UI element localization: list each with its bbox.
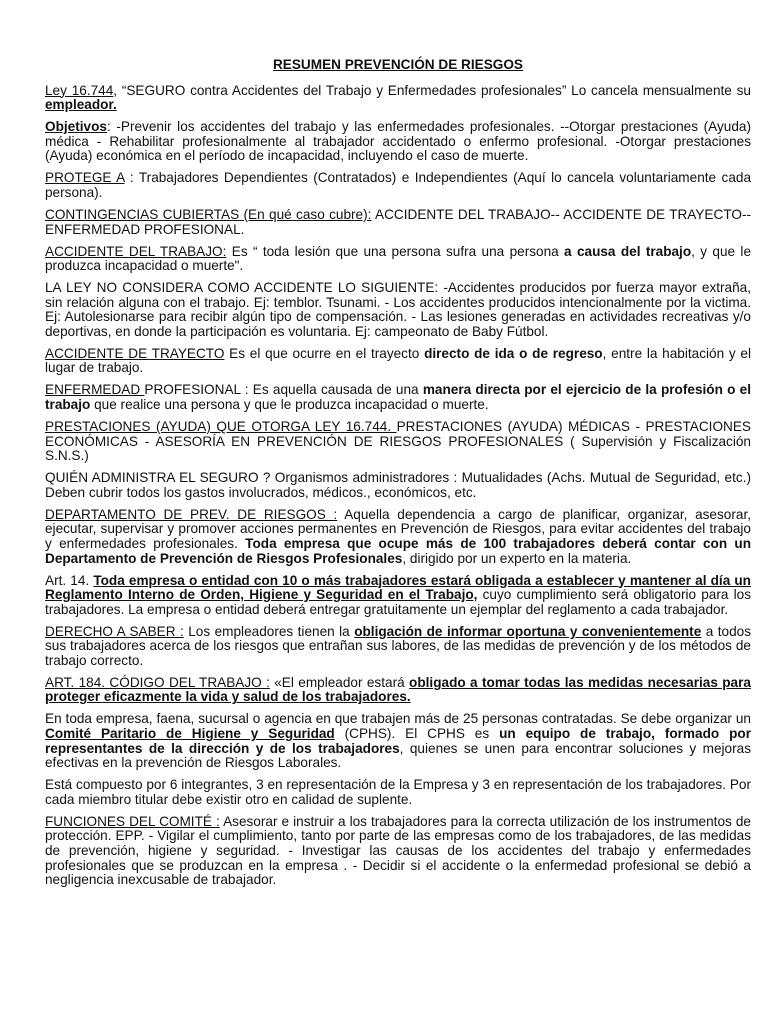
section-heading: PRESTACIONES (AYUDA) QUE OTORGA LEY 16.744. <box>45 419 397 434</box>
paragraph-law <box>45 84 751 113</box>
bold-text: manera directa por el ejercicio de la profesión o el trabajo <box>45 382 751 413</box>
section-heading: Objetivos <box>45 119 107 135</box>
text: (CPHS). El CPHS es <box>334 726 500 742</box>
paragraph-benefits <box>45 420 751 464</box>
paragraph-commute-accident <box>45 347 751 376</box>
paragraph-article-184 <box>45 676 751 705</box>
section-heading: ART. 184. CÓDIGO DEL TRABAJO : <box>45 674 270 690</box>
bold-underlined-text: Toda empresa o entidad con 10 o más trabajadores estará obligada a establecer y mantener al día un Reglamento Interno de Orden, Higiene y Seguridad en el Trabajo, <box>45 572 751 603</box>
text: PRESTACIONES (AYUDA) MÉDICAS - PRESTACIONES ECONÓMICAS - ASESORÍA EN PREVENCIÓN DE RIESGOS PROFESIONALES ( Supervisión y Fiscalización S.N.S.) <box>45 419 751 464</box>
text: , quienes se unen para encontrar soluciones y mejoras efectivas en la prevención de Riesgos Laborales. <box>45 740 751 771</box>
text: : -Prevenir los accidentes del trabajo y las enfermedades profesionales. --Otorgar prestaciones (Ayuda) médica - Rehabilitar profesionalmente al trabajador accidentado o enfermo profesional. -Otorgar prestaciones (Ayuda) económica en el período de incapacidad, incluyendo el caso de muerte. <box>45 119 751 164</box>
text: , entre la habitación y el lugar de trabajo. <box>45 345 752 376</box>
text: Asesorar e instruir a los trabajadores para la correcta utilización de los instrumentos de protección. EPP. - Vigilar el cumplimiento, tanto por parte de las empresas como de los trabajadores, de las medidas de prevención, higiene y seguridad. - Investigar las causas de los accidentes del trabajo y enfermedades profesionales que se produzcan en la empresa . - Decidir si el accidente o la enfermedad profesional se debió a negligencia inexcusable de trabajador. <box>45 813 751 888</box>
paragraph-work-accident <box>45 245 751 274</box>
bold-underlined-text: Comité Paritario de Higiene y Seguridad <box>45 726 335 742</box>
text: Es “ toda lesión que una persona sufra una persona <box>226 243 565 259</box>
text: que realice una persona y que le produzca incapacidad o muerte. <box>90 397 489 413</box>
page-title: RESUMEN PREVENCIÓN DE RIESGOS <box>272 57 524 72</box>
paragraph-objectives <box>45 120 751 164</box>
text: , y que le produzca incapacidad o muerte". <box>45 243 751 274</box>
paragraph-occupational-disease <box>45 383 751 412</box>
text: cuyo cumplimiento será obligatorio para los trabajadores. La empresa o entidad deberá entregar gratuitamente un ejemplar del reglamento a cada trabajador. <box>45 587 751 617</box>
text: En toda empresa, faena, sucursal o agencia en que trabajen más de 25 personas contratadas. Se debe organizar un <box>45 711 751 727</box>
text: Art. 14. <box>45 572 94 588</box>
law-reference: Ley 16.744 <box>45 82 114 98</box>
text: QUIÉN ADMINISTRA EL SEGURO ? Organismos administradores : Mutualidades (Achs. Mutual de Seguridad, etc.) Deben cubrir todos los gastos involucrados, médicos., económicos, etc. <box>45 470 751 500</box>
text: Está compuesto por 6 integrantes, 3 en representación de la Empresa y 3 en representación de los trabajadores. Por cada miembro titular debe existir otro en calidad de suplente. <box>45 777 751 807</box>
paragraph-composition <box>45 778 751 807</box>
bold-text: un equipo de trabajo, formado por representantes de la dirección y de los trabajadores <box>45 726 751 756</box>
paragraph-article-14 <box>45 574 751 618</box>
bold-underlined-text: obligado a tomar todas las medidas necesarias para proteger eficazmente la vida y salud de los trabajadores. <box>45 674 751 705</box>
text: Es el que ocurre en el trayecto <box>224 345 425 361</box>
bold-text: Toda empresa que ocupe más de 100 trabajadores deberá contar con un Departamento de Prevención de Riesgos Profesionales <box>45 535 752 566</box>
paragraph-administrator <box>45 471 751 500</box>
section-heading: DEPARTAMENTO DE PREV. DE RIESGOS : <box>45 506 338 522</box>
section-heading: FUNCIONES DEL COMITÉ : <box>45 813 220 829</box>
section-heading: ACCIDENTE DE TRAYECTO <box>45 345 225 361</box>
paragraph-not-considered <box>45 281 751 339</box>
text: ACCIDENTE DEL TRABAJO-- ACCIDENTE DE TRAYECTO--ENFERMEDAD PROFESIONAL. <box>45 206 752 237</box>
paragraph-right-to-know <box>45 625 751 669</box>
text: , dirigido por un experto en la materia. <box>402 550 632 566</box>
section-heading: PROTEGE A <box>45 170 125 186</box>
bold-underlined-text: obligación de informar oportuna y convenientemente <box>354 623 702 639</box>
paragraph-committee <box>45 712 751 770</box>
section-heading: DERECHO A SABER : <box>45 623 184 639</box>
text: a todos sus trabajadores acerca de los riesgos que entrañan sus labores, de las medidas de prevención y de los métodos de trabajo correcto. <box>45 623 752 668</box>
text: «El empleador estará <box>269 674 410 690</box>
paragraph-risk-department <box>45 508 751 566</box>
bold-text: a causa del trabajo <box>564 243 692 259</box>
text: Aquella dependencia a cargo de planificar, organizar, asesorar, ejecutar, supervisar y promover acciones permanentes en Prevención de Riesgos, para evitar accidentes del trabajo y enfermedades profesionales. <box>45 506 751 551</box>
text: PROFESIONAL : Es aquella causada de una <box>144 382 423 398</box>
section-heading: ENFERMEDAD <box>45 382 145 398</box>
bold-text: directo de ida o de regreso <box>424 345 603 361</box>
text: Los empleadores tienen la <box>183 623 355 639</box>
section-heading: CONTINGENCIAS CUBIERTAS (En qué caso cubre): <box>45 206 372 222</box>
employer-emphasis: empleador. <box>45 97 117 113</box>
paragraph-protects <box>45 171 751 200</box>
text: LA LEY NO CONSIDERA COMO ACCIDENTE LO SIGUIENTE: -Accidentes producidos por fuerza mayor extraña, sin relación alguna con el trabajo. Ej: temblor. Tsunami. - Los accidentes producidos intencionalmente por la victima. Ej: Autolesionarse para recibir algún tipo de compensación. - Las lesiones generadas en actividades recreativas y/o deportivas, en donde la participación es voluntaria. Ej: campeonato de Baby Fútbol. <box>45 280 751 339</box>
section-heading: ACCIDENTE DEL TRABAJO: <box>45 243 227 259</box>
text: : Trabajadores Dependientes (Contratados) e Independientes (Aquí lo cancela voluntariamente cada persona). <box>45 170 751 200</box>
text: , “SEGURO contra Accidentes del Trabajo y Enfermedades profesionales” Lo cancela mensualmente su <box>113 82 751 98</box>
paragraph-committee-functions <box>45 815 751 888</box>
paragraph-contingencies <box>45 208 751 237</box>
